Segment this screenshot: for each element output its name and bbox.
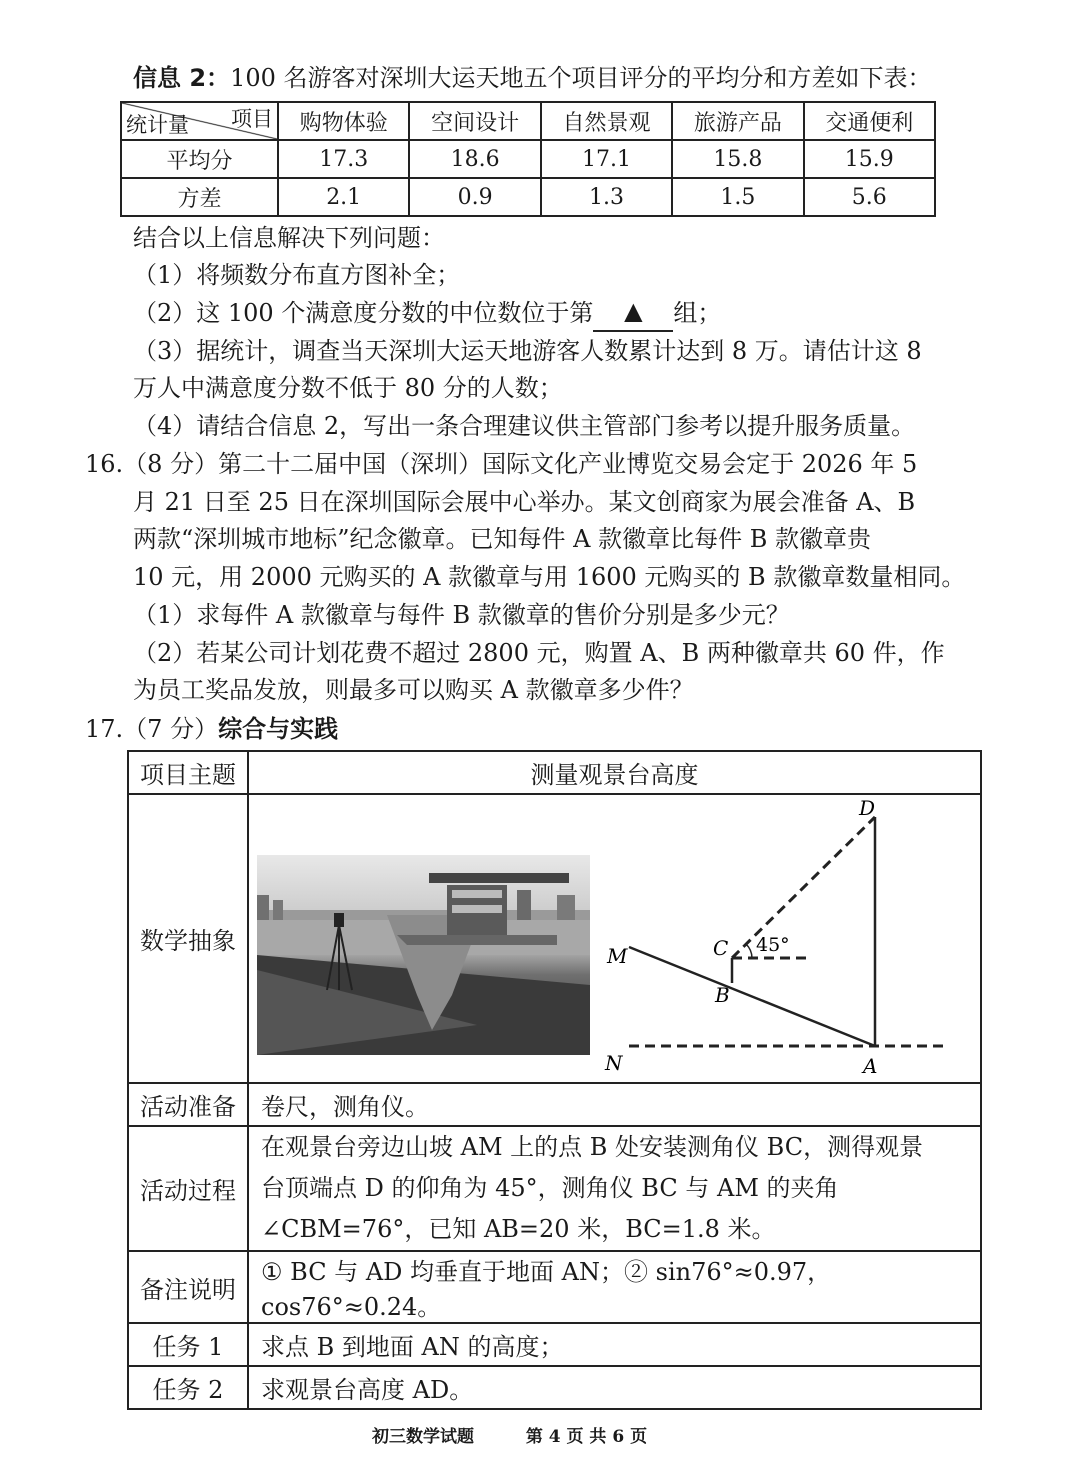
q16-part2-line1: （2）若某公司计划花费不超过 2800 元，购置 A、B 两种徽章共 60 件，作 [133,639,945,667]
table-row [128,1083,981,1126]
q15-part2-text: （2）这 100 个满意度分数的中位数位于第 [133,299,594,327]
process-line: 在观景台旁边山坡 AM 上的点 B 处安装测角仪 BC，测得观景 [261,1133,924,1161]
q16-line: 月 21 日至 25 日在深圳国际会展中心举办。某文创商家为展会准备 A、B [133,488,916,516]
prep-label: 活动准备 [128,1083,248,1126]
corner-bottom-label: 统计量 [126,113,189,137]
table-cell: 18.6 [409,140,540,178]
q15-part2 [133,295,721,334]
footer-title: 初三数学试题 [372,1427,474,1447]
process-line: ∠CBM=76°，已知 AB=20 米，BC=1.8 米。 [261,1215,776,1243]
table-row [128,751,981,794]
process-value [248,1126,981,1251]
score-table [120,101,936,217]
answer-blank: ▲ [593,293,673,332]
abstract-label: 数学抽象 [128,794,248,1083]
q17-number: 17. [85,715,124,743]
task2-value: 求观景台高度 AD。 [248,1366,981,1409]
table-cell: 1.5 [672,178,803,216]
topic-label: 项目主题 [128,751,248,794]
table-cell: 1.3 [541,178,672,216]
q15-part4: （4）请结合信息 2，写出一条合理建议供主管部门参考以提升服务质量。 [133,412,916,440]
info2-text: 100 名游客对深圳大运天地五个项目评分的平均分和方差如下表： [230,64,932,92]
table-row [128,1126,981,1251]
info2-line [133,60,932,97]
point-b-label: B [715,983,730,1007]
point-d-label: D [859,796,876,820]
q17-title: 综合与实践 [218,715,339,743]
table-cell: 17.3 [278,140,409,178]
table-row [128,794,981,1083]
table-row [121,140,935,178]
angle-arc [746,944,752,958]
note-label: 备注说明 [128,1251,248,1323]
observation-deck-photo [257,855,590,1055]
table-cell: 15.9 [804,140,935,178]
q16-line: 10 元，用 2000 元购买的 A 款徽章与用 1600 元购买的 B 款徽章数量相同。 [133,563,966,591]
q17-score: （7 分） [123,715,219,743]
task1-value: 求点 B 到地面 AN 的高度； [248,1323,981,1366]
sightline-cd [732,817,875,958]
point-n-label: N [605,1051,623,1075]
task2-label: 任务 2 [128,1366,248,1409]
table-cell: 17.1 [541,140,672,178]
q16-part1: （1）求每件 A 款徽章与每件 B 款徽章的售价分别是多少元？ [133,601,790,629]
table-header-row [121,102,935,140]
geometry-diagram [599,795,959,1084]
process-label: 活动过程 [128,1126,248,1251]
q15-part3-line2: 万人中满意度分数不低于 80 分的人数； [133,374,563,402]
task1-label: 任务 1 [128,1323,248,1366]
prep-value: 卷尺，测角仪。 [248,1083,981,1126]
page-number: 第 4 页 共 6 页 [525,1427,648,1447]
table-corner-cell [121,102,278,140]
q16-part2-line2: 为员工奖品发放，则最多可以购买 A 款徽章多少件？ [133,676,694,704]
practice-table [127,750,982,1410]
table-cell: 2.1 [278,178,409,216]
point-m-label: M [607,944,628,968]
table-cell: 0.9 [409,178,540,216]
table-cell: 15.8 [672,140,803,178]
table-row [128,1323,981,1366]
q15-part1: （1）将频数分布直方图补全； [133,261,461,289]
corner-top-label: 项目 [231,107,273,131]
q15-intro: 结合以上信息解决下列问题： [133,224,445,252]
angle-label: 45° [756,934,790,956]
note-value: ① BC 与 AD 均垂直于地面 AN；② sin76°≈0.97，cos76°≈0.24。 [248,1251,981,1323]
footer [372,1422,647,1447]
table-row [128,1366,981,1409]
row-label: 平均分 [121,140,278,178]
slope-line-am [629,947,875,1046]
header-cell: 自然景观 [541,102,672,140]
table-cell: 5.6 [804,178,935,216]
table-row [128,1251,981,1323]
header-cell: 空间设计 [409,102,540,140]
topic-value: 测量观景台高度 [248,751,981,794]
q16-line: 两款“深圳城市地标”纪念徽章。已知每件 A 款徽章比每件 B 款徽章贵 [133,525,872,553]
header-cell: 旅游产品 [672,102,803,140]
point-c-label: C [713,936,729,960]
abstract-cell [248,794,981,1083]
header-cell: 购物体验 [278,102,409,140]
point-a-label: A [863,1054,878,1078]
header-cell: 交通便利 [804,102,935,140]
q16-line: 16.（8 分）第二十二届中国（深圳）国际文化产业博览交易会定于 2026 年 5 [85,450,918,478]
q17-heading [85,711,338,748]
process-line: 台顶端点 D 的仰角为 45°，测角仪 BC 与 AM 的夹角 [261,1174,839,1202]
q15-part3-line1: （3）据统计，调查当天深圳大运天地游客人数累计达到 8 万。请估计这 8 [133,337,922,365]
info2-prefix: 信息 2： [133,64,231,92]
q15-part2-end: 组； [673,299,722,327]
row-label: 方差 [121,178,278,216]
table-row [121,178,935,216]
